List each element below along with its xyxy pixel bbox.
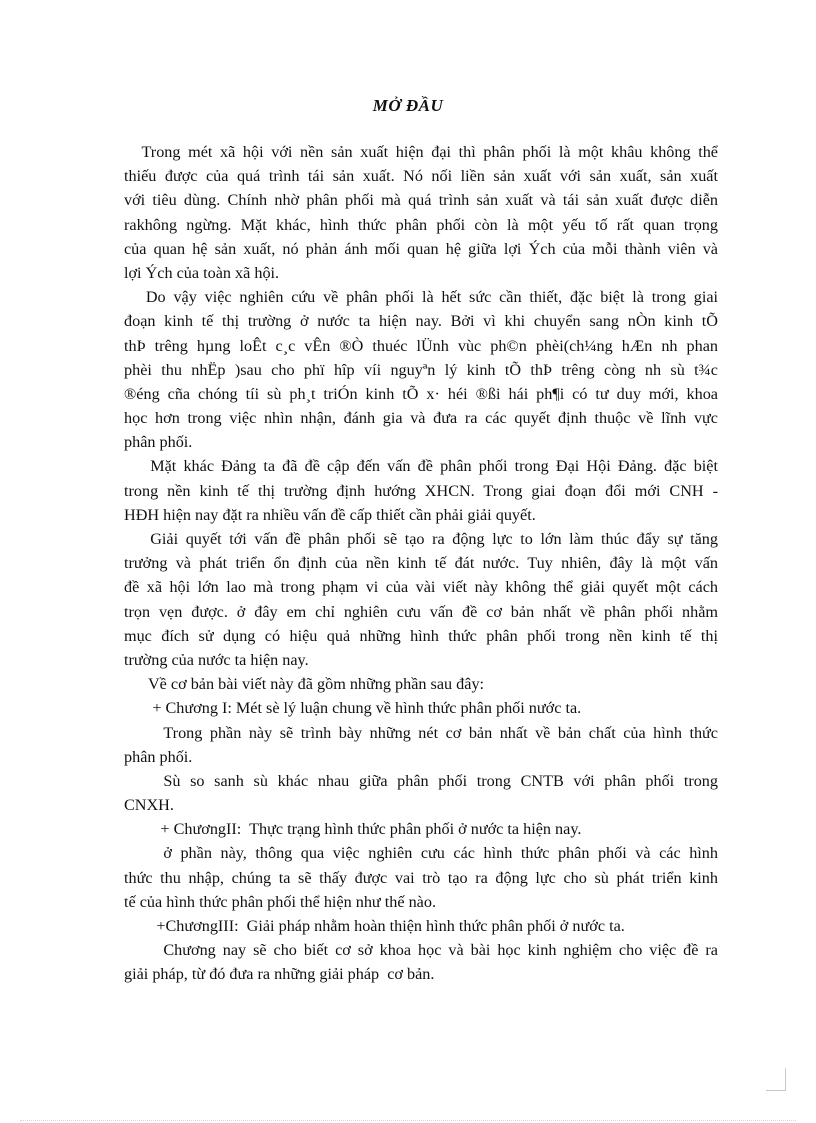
text-line: +ChươngIII: Giải pháp nhằm hoàn thiện hình thức phân phối ở nước ta. [124,917,625,935]
text-line: giải pháp, từ đó đưa ra những giải pháp cơ bản. [124,965,435,984]
text-line: học hơn trong việc nhìn nhận, đánh gia và đưa ra các quyết định thuộc về lĩnh vực [124,409,718,428]
text-line: ®éng cña chóng tíi sù ph¸t triÓn kinh tÕ x· héi ®ßi hái ph¶i có tư duy mới, khoa [124,384,718,403]
text-line: Mặt khác Đảng ta đã đề cập đến vấn đề phân phối trong Đại Hội Đảng. đặc biệt [150,457,718,476]
text-line: Về cơ bản bài viết này đã gồm những phần sau đây: [124,675,485,694]
text-line: Trong mét xã hội với nền sản xuất hiện đại thì phân phối là một khâu không thể [141,143,718,161]
text-line: HĐH hiện nay đặt ra nhiều vấn đề cấp thiết cần phải giải quyết. [124,505,536,524]
text-line: Chương nay sẽ cho biết cơ sở khoa học và bài học kinh nghiệm cho việc đề ra [163,941,718,960]
text-line: Giải quyết tới vấn đề phân phối sẽ tạo ra động lực to lớn làm thúc đẩy sự tăng [150,530,718,548]
text-line: trong nền kinh tế thị trường định hướng XHCN. Trong giai đoạn đổi mới CNH - [124,481,718,500]
text-line: với tiêu dùng. Chính nhờ phân phối mà quá trình sản xuất và tái sản xuất được diễn [124,191,718,210]
text-line: Do vậy việc nghiên cứu về phân phối là hết sức cần thiết, đặc biệt là trong giai [145,288,718,307]
text-line: + ChươngII: Thực trạng hình thức phân phối ở nước ta hiện nay. [124,820,582,839]
text-line: đề xã hội lớn lao mà trong phạm vi của vài viết này không thể giải quyết một cách [124,578,718,597]
crop-mark [785,1068,786,1090]
text-line: thÞ trêng hµng loÊt c¸c vÊn ®Ò thuéc lÜnh vùc ph©n phèi(ch¼ng hÆn nh phan [124,336,718,355]
body-text [124,140,718,987]
text-line: ở phần này, thông qua việc nghiên cưu các hình thức phân phối và các hình [163,844,718,863]
text-line: đoạn kinh tế thị trường ở nước ta hiện nay. Bởi vì khi chuyển sang nÒn kinh tÕ [124,312,718,331]
text-line: CNXH. [124,796,174,815]
text-line: lợi Ých của toàn xã hội. [124,263,280,282]
text-line: trọn vẹn được. ở đây em chỉ nghiên cưu vấn đề cơ bản nhất về phân phối nhằm [124,602,718,621]
text-line: thức thu nhập, chúng ta sẽ thấy được vai trò tạo ra động lực cho sù phát triển kinh [124,868,718,887]
crop-mark [766,1090,786,1091]
text-line: phân phối. [124,747,193,766]
text-line: của quan hệ sản xuất, nó phản ánh mối quan hệ giữa lợi Ých của mỗi thành viên và [124,239,718,258]
text-line: mục đích sử dụng có hiệu quả những hình thức phân phối trong nền kinh tế thị [124,626,718,645]
text-line: Trong phần này sẽ trình bày những nét cơ bản nhất về bản chất của hình thức [163,723,718,742]
text-line: tế của hình thức phân phối thể hiện như thế nào. [124,892,436,911]
text-line: Sù so sanh sù khác nhau giữa phân phối trong CNTB với phân phối trong [163,771,718,790]
page-title: MỞ ĐẦU [372,96,444,115]
text-line: phân phối. [124,433,193,452]
text-line: rakhông ngừng. Mặt khác, hình thức phân phối còn là một yếu tố rất quan trọng [124,215,718,234]
text-line: trường của nước ta hiện nay. [124,650,309,669]
text-line: trưởng và phát triển ổn định của nền kinh tế đát nước. Tuy nhiên, đây là một vấn [124,554,718,573]
text-line: thiếu được của quá trình tái sản xuất. Nó nối liền sản xuất với sản xuất, sản xuất [124,167,718,186]
text-line: + Chương I: Mét sè lý luận chung về hình thức phân phối nước ta. [124,699,582,718]
text-line: phèi thu nhËp )sau cho phï hîp víi nguyªn lý kinh tÕ thÞ trêng còng nh sù t¾c [124,360,718,379]
page-edge [20,1120,796,1121]
